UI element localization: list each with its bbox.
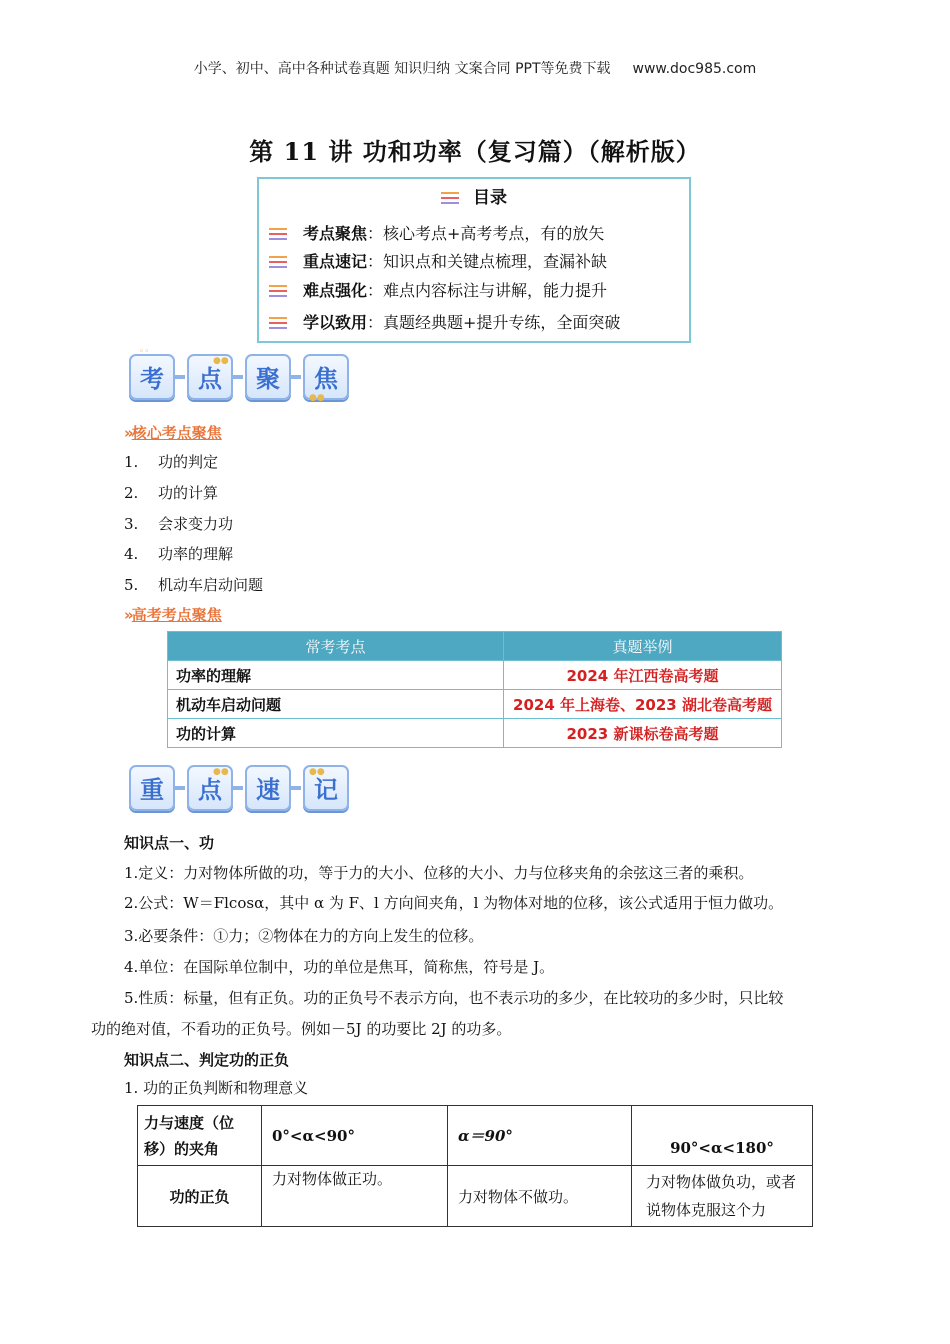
list-icon	[269, 256, 287, 269]
list-icon	[441, 192, 459, 205]
paragraph-continued: 功的绝对值，不看功的正负号。例如－5J 的功要比 2J 的功多。	[91, 1020, 512, 1038]
topic-cell: 功的计算	[168, 719, 504, 748]
sparkle-icon: ●●	[309, 767, 325, 777]
paragraph: 3.必要条件：①力；②物体在力的方向上发生的位移。	[124, 927, 484, 945]
banner-char: 速	[245, 765, 291, 811]
toc-item-desc: ：难点内容标注与讲解，能力提升	[367, 281, 608, 300]
sparkle-icon: ●●	[309, 393, 325, 403]
table-row	[138, 1166, 813, 1227]
toc-heading	[259, 183, 689, 208]
banner-char: 点	[187, 765, 233, 811]
banner-connector	[233, 786, 243, 790]
column-header: 常考考点	[168, 632, 504, 661]
gaokao-heading: » 高考考点聚焦	[124, 606, 222, 624]
exam-points-table	[167, 631, 782, 748]
paragraph: 1.定义：力对物体所做的功，等于力的大小、位移的大小、力与位移夹角的余弦这三者的乘积。	[124, 864, 754, 882]
row-header: 力与速度（位移）的夹角	[138, 1106, 262, 1166]
double-chevron-icon: »	[124, 606, 130, 624]
subheading: 1. 功的正负判断和物理意义	[124, 1079, 309, 1097]
page-title: 第 11 讲 功和功率（复习篇）（解析版）	[249, 137, 701, 166]
example-cell: 2024 年上海卷、2023 湖北卷高考题	[504, 690, 782, 719]
toc-item-label: 难点强化	[303, 281, 368, 300]
list-item: 5. 机动车启动问题	[124, 576, 264, 594]
toc-item	[269, 310, 620, 333]
list-icon	[269, 285, 287, 298]
topic-cell: 功率的理解	[168, 661, 504, 690]
knowledge-point-title: 知识点二、判定功的正负	[124, 1051, 290, 1069]
list-item: 1. 功的判定	[124, 453, 219, 471]
sign-cell: 力对物体不做功。	[448, 1166, 632, 1227]
table-row	[168, 719, 782, 748]
core-heading: » 核心考点聚焦	[124, 424, 222, 442]
angle-cell: 0°<α<90°	[262, 1106, 448, 1166]
banner-char: 焦	[303, 354, 349, 400]
angle-cell: 90°<α<180°	[632, 1106, 813, 1166]
toc-item-desc: ：知识点和关键点梳理，查漏补缺	[367, 252, 608, 271]
paragraph: 2.公式：W＝Flcosα，其中 α 为 F、l 方向间夹角，l 为物体对地的位移，该公式适用于恒力做功。	[124, 894, 784, 912]
banner-connector	[175, 375, 185, 379]
sign-cell: 力对物体做负功，或者说物体克服这个力	[632, 1166, 813, 1227]
list-icon	[269, 317, 287, 330]
sign-cell: 力对物体做正功。	[262, 1166, 448, 1227]
list-item: 2. 功的计算	[124, 484, 219, 502]
list-item: 3. 会求变力功	[124, 515, 234, 533]
table-row	[138, 1106, 813, 1166]
page-header	[0, 58, 950, 78]
sparkle-icon: ●●	[213, 356, 229, 366]
table-row	[168, 661, 782, 690]
toc-item-label: 重点速记	[303, 252, 368, 271]
example-cell: 2024 年江西卷高考题	[504, 661, 782, 690]
topic-cell: 机动车启动问题	[168, 690, 504, 719]
header-text: 小学、初中、高中各种试卷真题 知识归纳 文案合同 PPT等免费下载	[193, 61, 611, 77]
table-of-contents	[257, 177, 691, 343]
knowledge-point-title: 知识点一、功	[124, 834, 215, 852]
example-cell: 2023 新课标卷高考题	[504, 719, 782, 748]
paragraph: 4.单位：在国际单位制中，功的单位是焦耳，简称焦，符号是 J。	[124, 958, 555, 976]
toc-item	[269, 278, 607, 301]
column-header: 真题举例	[504, 632, 782, 661]
banner-connector	[233, 375, 243, 379]
paragraph: 5.性质：标量，但有正负。功的正负号不表示方向，也不表示功的多少，在比较功的多少时，只比较	[124, 989, 784, 1007]
banner-char: 记	[303, 765, 349, 811]
banner-connector	[291, 375, 301, 379]
work-sign-table	[137, 1105, 813, 1227]
table-row	[168, 690, 782, 719]
toc-item-label: 学以致用	[303, 313, 368, 332]
toc-item	[269, 249, 607, 272]
banner-char: 考	[129, 354, 175, 400]
table-header-row	[168, 632, 782, 661]
toc-item	[269, 221, 604, 244]
angle-cell: α＝90°	[448, 1106, 632, 1166]
header-site-link[interactable]: www.doc985.com	[632, 61, 757, 77]
toc-item-desc: ：真题经典题+提升专练，全面突破	[367, 313, 621, 332]
list-icon	[269, 228, 287, 241]
banner-connector	[175, 786, 185, 790]
sparkle-icon: ●●	[213, 767, 229, 777]
banner-char: 聚	[245, 354, 291, 400]
double-chevron-icon: »	[124, 424, 130, 442]
banner-char: 点	[187, 354, 233, 400]
toc-heading-text: 目录	[473, 188, 507, 208]
banner-char: 重	[129, 765, 175, 811]
row-header: 功的正负	[138, 1166, 262, 1227]
list-item: 4. 功率的理解	[124, 545, 234, 563]
toc-item-label: 考点聚焦	[303, 224, 368, 243]
sparkle-icon: ◦◦	[139, 347, 150, 357]
banner-connector	[291, 786, 301, 790]
toc-item-desc: ：核心考点+高考考点，有的放矢	[367, 224, 605, 243]
